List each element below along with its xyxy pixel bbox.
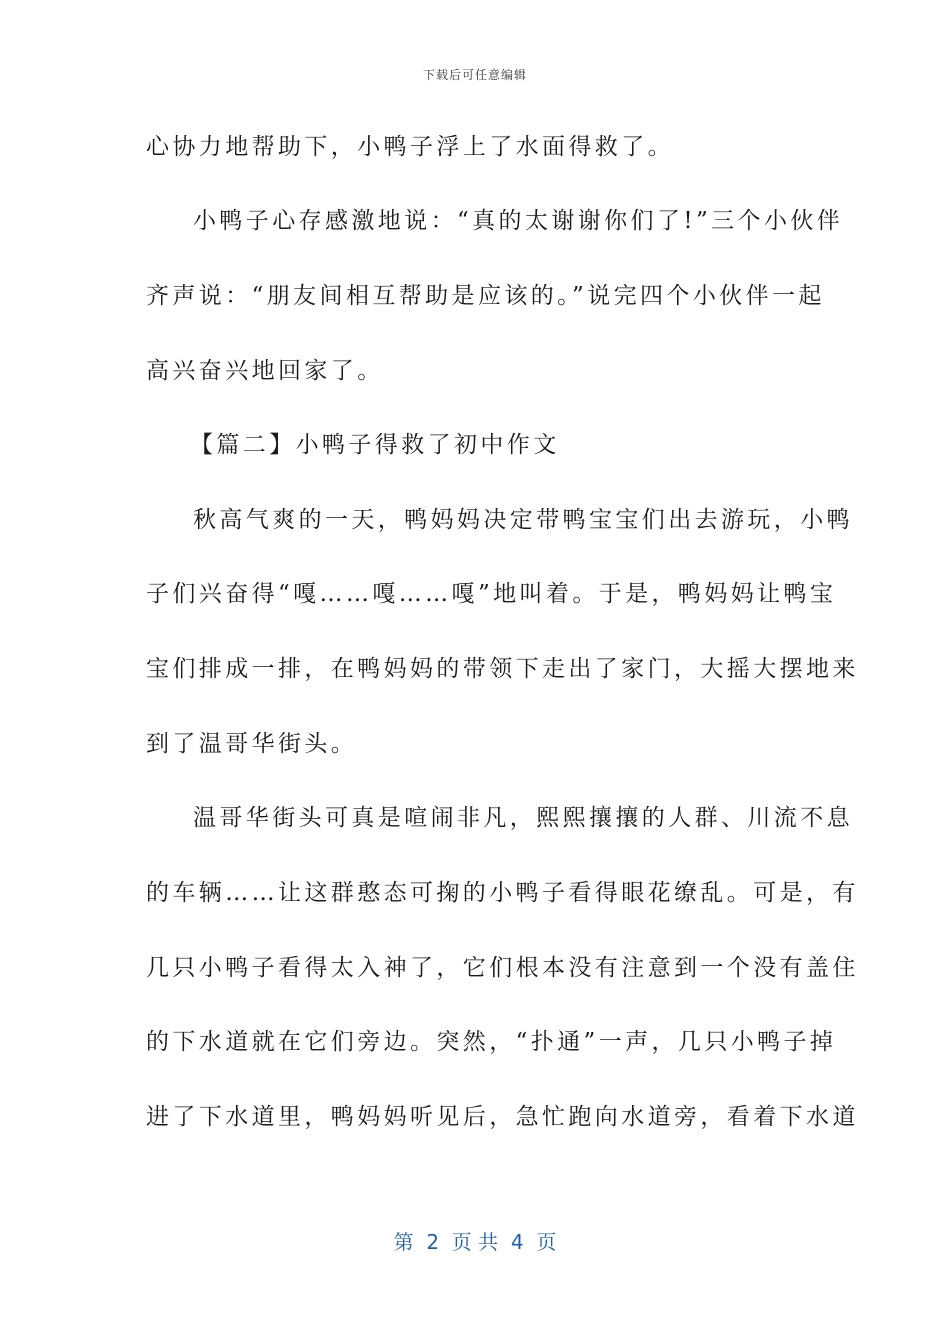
text-line-14: 进了下水道里，鸭妈妈听见后，急忙跑向水道旁，看着下水道 bbox=[146, 1104, 859, 1130]
page-number-footer: 第 2 页 共 4 页 bbox=[393, 1230, 557, 1254]
text-line-4: 高兴奋兴地回家了。 bbox=[146, 358, 384, 384]
text-line-9: 到了温哥华街头。 bbox=[146, 731, 358, 757]
page-header-note: 下载后可任意编辑 bbox=[422, 68, 527, 82]
text-line-11: 的车辆……让这群憨态可掬的小鸭子看得眼花缭乱。可是，有 bbox=[146, 880, 859, 906]
text-line-2: 小鸭子心存感激地说：“真的太谢谢你们了!”三个小伙伴 bbox=[193, 208, 844, 234]
section-heading: 【篇二】小鸭子得救了初中作文 bbox=[190, 432, 560, 458]
text-line-10: 温哥华街头可真是喧闹非凡，熙熙攘攘的人群、川流不息 bbox=[193, 805, 853, 831]
text-line-6: 秋高气爽的一天，鸭妈妈决定带鸭宝宝们出去游玩，小鸭 bbox=[193, 507, 853, 533]
text-line-12: 几只小鸭子看得太入神了，它们根本没有注意到一个没有盖住 bbox=[146, 955, 859, 981]
text-line-1: 心协力地帮助下，小鸭子浮上了水面得救了。 bbox=[146, 134, 674, 160]
text-line-13: 的下水道就在它们旁边。突然，“扑通”一声，几只小鸭子掉 bbox=[146, 1029, 837, 1055]
text-line-8: 宝们排成一排，在鸭妈妈的带领下走出了家门，大摇大摆地来 bbox=[146, 656, 859, 682]
text-line-3: 齐声说：“朋友间相互帮助是应该的。”说完四个小伙伴一起 bbox=[146, 283, 825, 309]
text-line-7: 子们兴奋得“嘎……嘎……嘎”地叫着。于是，鸭妈妈让鸭宝 bbox=[146, 581, 837, 607]
